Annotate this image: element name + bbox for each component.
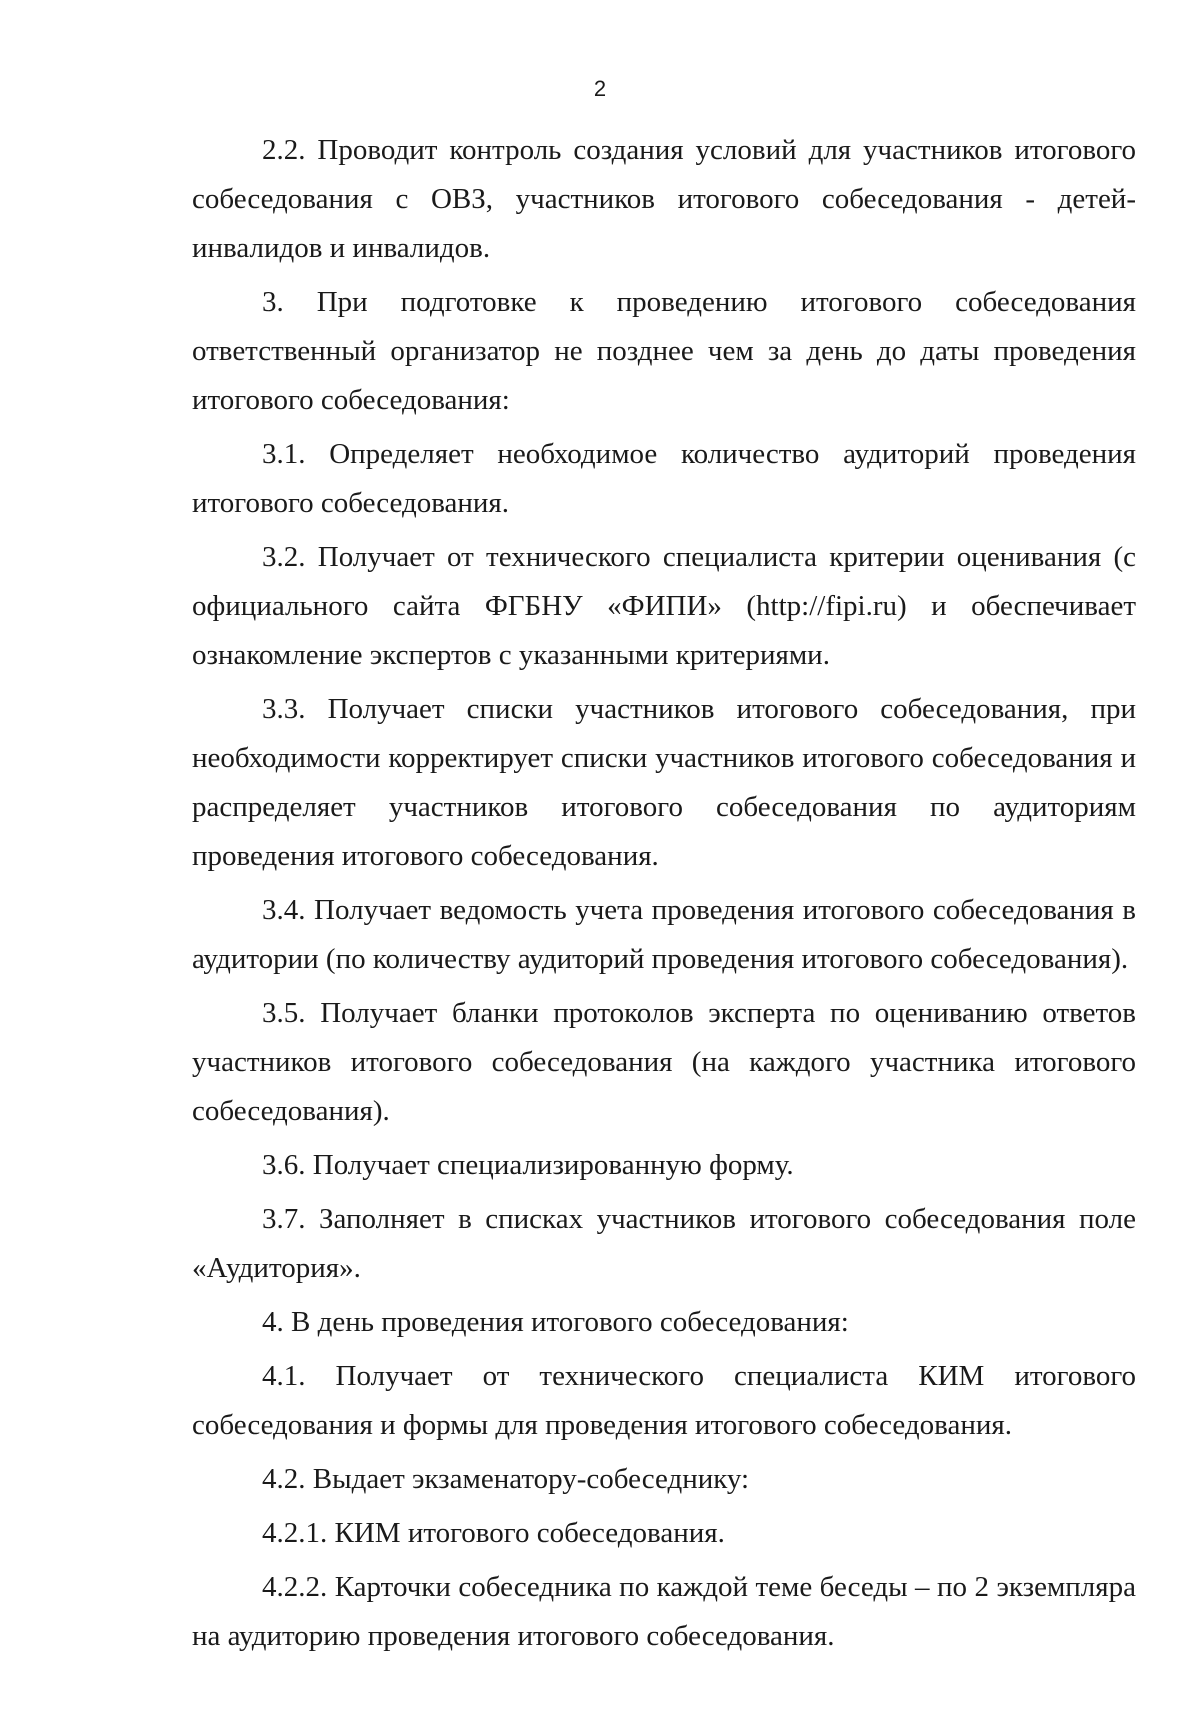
paragraph-4-2-2: 4.2.2. Карточки собеседника по каждой теме беседы – по 2 экземпляра на аудиторию проведения итогового собеседования.	[192, 1571, 1136, 1652]
paragraph-4-2: 4.2. Выдает экзаменатору-собеседнику:	[262, 1463, 750, 1495]
document-body	[192, 126, 1136, 1666]
paragraph-2-2: 2.2. Проводит контроль создания условий для участников итогового собеседования с ОВЗ, участников итогового собеседования - детей-инвалидов и инвалидов.	[192, 134, 1136, 264]
page-number: 2	[593, 76, 607, 101]
paragraph-4-1: 4.1. Получает от технического специалиста КИМ итогового собеседования и формы для проведения итогового собеседования.	[192, 1360, 1136, 1441]
paragraph-3: 3. При подготовке к проведению итогового собеседования ответственный организатор не позднее чем за день до даты проведения итогового собеседования:	[192, 286, 1136, 416]
paragraph-3-7: 3.7. Заполняет в списках участников итогового собеседования поле «Аудитория».	[192, 1203, 1136, 1284]
paragraph-4-2-1: 4.2.1. КИМ итогового собеседования.	[262, 1517, 725, 1549]
paragraph-3-3: 3.3. Получает списки участников итогового собеседования, при необходимости корректирует списки участников итогового собеседования и распределяет участников итогового собеседования по аудиториям проведения итогового собеседования.	[192, 693, 1136, 872]
paragraph-4: 4. В день проведения итогового собеседования:	[262, 1306, 849, 1338]
paragraph-3-1: 3.1. Определяет необходимое количество аудиторий проведения итогового собеседования.	[192, 438, 1136, 519]
paragraph-3-4: 3.4. Получает ведомость учета проведения итогового собеседования в аудитории (по количеству аудиторий проведения итогового собеседования).	[192, 894, 1136, 975]
paragraph-3-2: 3.2. Получает от технического специалиста критерии оценивания (с официального сайта ФГБНУ «ФИПИ» (http://fipi.ru) и обеспечивает ознакомление экспертов с указанными критериями.	[192, 541, 1136, 671]
paragraph-3-6: 3.6. Получает специализированную форму.	[262, 1149, 794, 1181]
paragraph-3-5: 3.5. Получает бланки протоколов эксперта по оцениванию ответов участников итогового собеседования (на каждого участника итогового собеседования).	[192, 997, 1136, 1127]
